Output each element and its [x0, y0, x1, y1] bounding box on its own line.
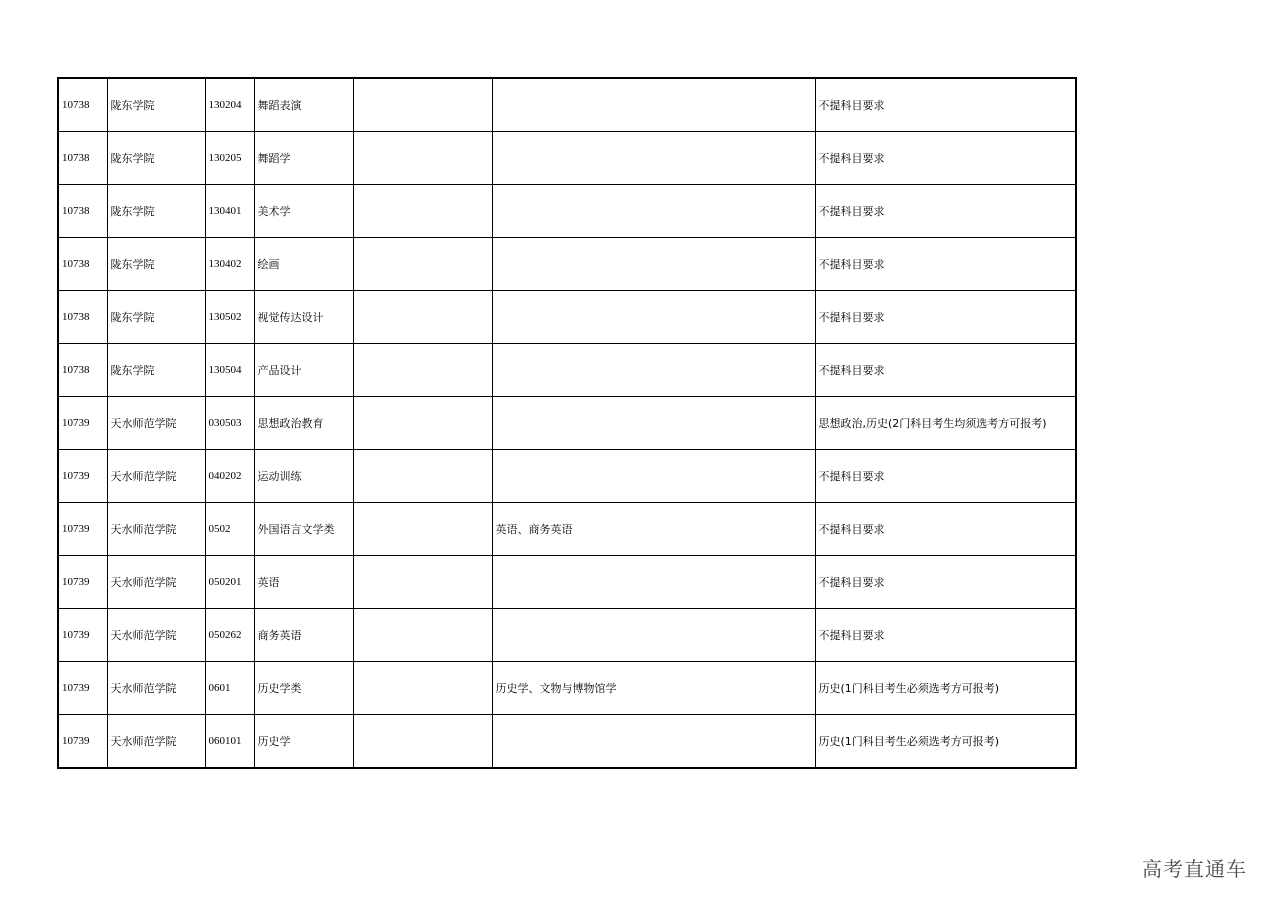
school-name-cell: 天水师范学院	[107, 715, 205, 769]
blank-cell	[353, 662, 492, 715]
school-code-cell: 10739	[58, 503, 107, 556]
major-name-cell: 外国语言文学类	[254, 503, 353, 556]
school-name-cell: 陇东学院	[107, 132, 205, 185]
table-body	[58, 78, 1076, 768]
blank-cell	[353, 397, 492, 450]
included-majors-cell: 英语、商务英语	[492, 503, 815, 556]
table-row	[58, 132, 1076, 185]
major-name-cell: 视觉传达设计	[254, 291, 353, 344]
school-name-cell: 天水师范学院	[107, 662, 205, 715]
included-majors-cell	[492, 132, 815, 185]
included-majors-cell: 历史学、文物与博物馆学	[492, 662, 815, 715]
table-row	[58, 556, 1076, 609]
subject-requirement-cell: 不提科目要求	[815, 238, 1076, 291]
table-row	[58, 291, 1076, 344]
school-code-cell: 10738	[58, 291, 107, 344]
school-code-cell: 10738	[58, 344, 107, 397]
blank-cell	[353, 185, 492, 238]
blank-cell	[353, 715, 492, 769]
major-name-cell: 历史学	[254, 715, 353, 769]
subject-requirement-cell: 思想政治,历史(2门科目考生均须选考方可报考)	[815, 397, 1076, 450]
subject-requirement-cell: 不提科目要求	[815, 609, 1076, 662]
table-row	[58, 238, 1076, 291]
major-code-cell: 130205	[205, 132, 254, 185]
major-name-cell: 历史学类	[254, 662, 353, 715]
school-name-cell: 天水师范学院	[107, 397, 205, 450]
subject-requirement-cell: 历史(1门科目考生必须选考方可报考)	[815, 662, 1076, 715]
major-name-cell: 英语	[254, 556, 353, 609]
included-majors-cell	[492, 185, 815, 238]
school-name-cell: 陇东学院	[107, 78, 205, 132]
requirements-table	[57, 77, 1077, 769]
major-name-cell: 美术学	[254, 185, 353, 238]
school-code-cell: 10738	[58, 132, 107, 185]
major-name-cell: 舞蹈学	[254, 132, 353, 185]
school-name-cell: 陇东学院	[107, 185, 205, 238]
school-code-cell: 10739	[58, 397, 107, 450]
included-majors-cell	[492, 291, 815, 344]
subject-requirement-cell: 不提科目要求	[815, 291, 1076, 344]
school-code-cell: 10739	[58, 662, 107, 715]
table-row	[58, 78, 1076, 132]
school-code-cell: 10739	[58, 556, 107, 609]
major-code-cell: 130402	[205, 238, 254, 291]
major-name-cell: 运动训练	[254, 450, 353, 503]
major-code-cell: 0601	[205, 662, 254, 715]
school-code-cell: 10739	[58, 609, 107, 662]
table-row	[58, 450, 1076, 503]
table-row	[58, 185, 1076, 238]
school-name-cell: 陇东学院	[107, 238, 205, 291]
major-name-cell: 商务英语	[254, 609, 353, 662]
major-code-cell: 130401	[205, 185, 254, 238]
blank-cell	[353, 344, 492, 397]
table-row	[58, 715, 1076, 769]
included-majors-cell	[492, 238, 815, 291]
table-row	[58, 609, 1076, 662]
table-row	[58, 344, 1076, 397]
school-name-cell: 陇东学院	[107, 344, 205, 397]
major-code-cell: 130504	[205, 344, 254, 397]
major-code-cell: 050201	[205, 556, 254, 609]
major-code-cell: 040202	[205, 450, 254, 503]
included-majors-cell	[492, 78, 815, 132]
included-majors-cell	[492, 344, 815, 397]
blank-cell	[353, 503, 492, 556]
subject-requirement-cell: 不提科目要求	[815, 503, 1076, 556]
included-majors-cell	[492, 450, 815, 503]
blank-cell	[353, 78, 492, 132]
included-majors-cell	[492, 715, 815, 769]
subject-requirement-cell: 不提科目要求	[815, 344, 1076, 397]
major-code-cell: 030503	[205, 397, 254, 450]
subject-requirement-cell: 不提科目要求	[815, 132, 1076, 185]
blank-cell	[353, 132, 492, 185]
subject-requirement-cell: 不提科目要求	[815, 78, 1076, 132]
major-name-cell: 产品设计	[254, 344, 353, 397]
subject-requirement-cell: 不提科目要求	[815, 185, 1076, 238]
school-code-cell: 10738	[58, 78, 107, 132]
included-majors-cell	[492, 556, 815, 609]
subject-requirement-cell: 不提科目要求	[815, 556, 1076, 609]
table-row	[58, 662, 1076, 715]
blank-cell	[353, 450, 492, 503]
major-code-cell: 0502	[205, 503, 254, 556]
watermark-text: 高考直通车	[1142, 857, 1247, 881]
school-code-cell: 10738	[58, 238, 107, 291]
included-majors-cell	[492, 609, 815, 662]
subject-requirement-cell: 不提科目要求	[815, 450, 1076, 503]
major-code-cell: 050262	[205, 609, 254, 662]
subject-requirement-cell: 历史(1门科目考生必须选考方可报考)	[815, 715, 1076, 769]
table-row	[58, 397, 1076, 450]
blank-cell	[353, 238, 492, 291]
blank-cell	[353, 556, 492, 609]
blank-cell	[353, 291, 492, 344]
major-name-cell: 思想政治教育	[254, 397, 353, 450]
included-majors-cell	[492, 397, 815, 450]
blank-cell	[353, 609, 492, 662]
school-name-cell: 陇东学院	[107, 291, 205, 344]
school-code-cell: 10739	[58, 715, 107, 769]
school-name-cell: 天水师范学院	[107, 609, 205, 662]
school-code-cell: 10738	[58, 185, 107, 238]
table-row	[58, 503, 1076, 556]
school-name-cell: 天水师范学院	[107, 556, 205, 609]
major-name-cell: 绘画	[254, 238, 353, 291]
school-name-cell: 天水师范学院	[107, 450, 205, 503]
major-name-cell: 舞蹈表演	[254, 78, 353, 132]
major-code-cell: 130204	[205, 78, 254, 132]
school-name-cell: 天水师范学院	[107, 503, 205, 556]
major-code-cell: 060101	[205, 715, 254, 769]
school-code-cell: 10739	[58, 450, 107, 503]
major-code-cell: 130502	[205, 291, 254, 344]
